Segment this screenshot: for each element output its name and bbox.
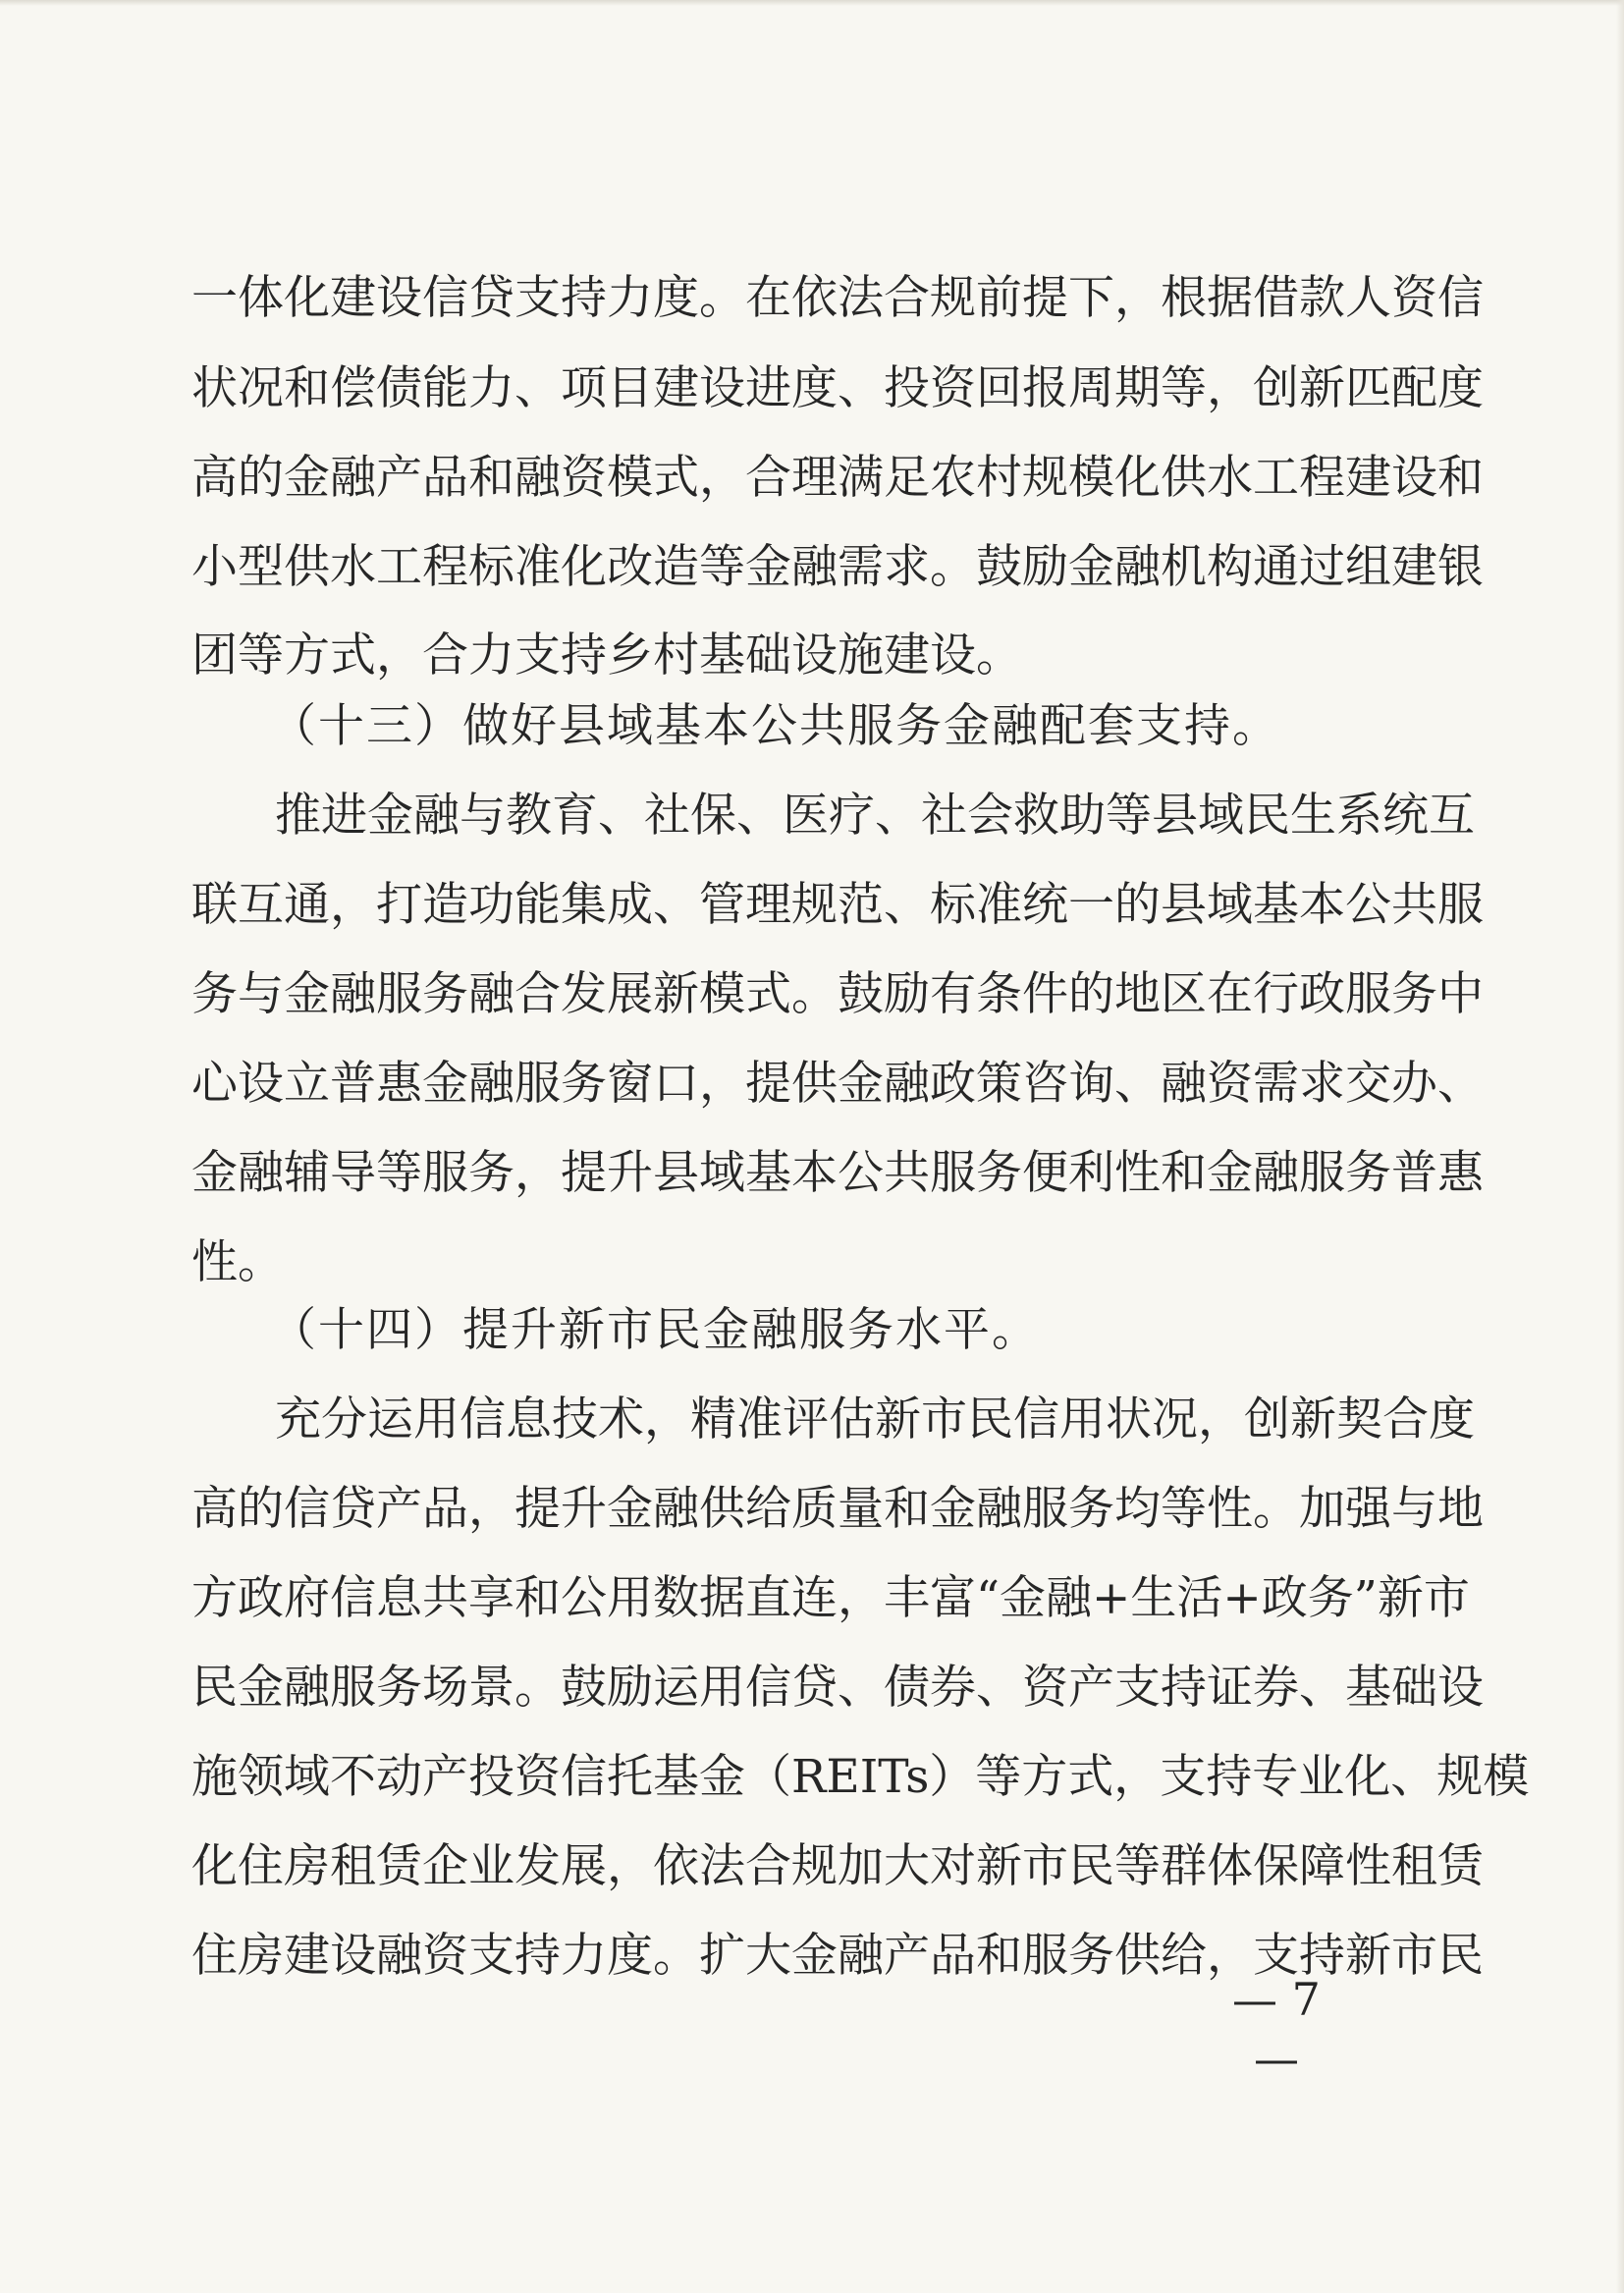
- paragraph-2-line-3: 务与金融服务融合发展新模式。鼓励有条件的地区在行政服务中: [191, 967, 1484, 1021]
- section-heading-13: （十三）做好县域基本公共服务金融配套支持。: [270, 699, 1280, 753]
- paragraph-3-line-1: 充分运用信息技术，精准评估新市民信用状况，创新契合度: [275, 1392, 1475, 1447]
- paragraph-3-line-2: 高的信贷产品，提升金融供给质量和金融服务均等性。加强与地: [191, 1482, 1484, 1536]
- paragraph-3-line-7: 住房建设融资支持力度。扩大金融产品和服务供给，支持新市民: [191, 1929, 1484, 1983]
- paragraph-2-line-6: 性。: [191, 1235, 284, 1289]
- paragraph-3-line-6: 化住房租赁企业发展，依法合规加大对新市民等群体保障性租赁: [191, 1839, 1484, 1893]
- paragraph-1-line-2: 状况和偿债能力、项目建设进度、投资回报周期等，创新匹配度: [191, 361, 1484, 415]
- paragraph-3-line-3: 方政府信息共享和公用数据直连，丰富“金融+生活+政务”新市: [191, 1571, 1470, 1625]
- paragraph-1-line-3: 高的金融产品和融资模式，合理满足农村规模化供水工程建设和: [191, 451, 1484, 505]
- paragraph-2-line-5: 金融辅导等服务，提升县域基本公共服务便利性和金融服务普惠: [191, 1146, 1484, 1200]
- paragraph-2-line-4: 心设立普惠金融服务窗口，提供金融政策咨询、融资需求交办、: [191, 1057, 1484, 1111]
- paragraph-1-line-1: 一体化建设信贷支持力度。在依法合规前提下，根据借款人资信: [191, 271, 1484, 325]
- scan-right-edge: [1616, 0, 1624, 2293]
- paragraph-1-line-5: 团等方式，合力支持乡村基础设施建设。: [191, 628, 1022, 682]
- scan-top-edge: [0, 0, 1624, 6]
- paragraph-2-line-1: 推进金融与教育、社保、医疗、社会救助等县域民生系统互: [275, 789, 1475, 843]
- page-number: — 7 —: [1232, 1973, 1321, 2085]
- section-heading-14: （十四）提升新市民金融服务水平。: [270, 1303, 1040, 1357]
- paragraph-2-line-2: 联互通，打造功能集成、管理规范、标准统一的县域基本公共服: [191, 878, 1484, 932]
- paragraph-3-line-4: 民金融服务场景。鼓励运用信贷、债券、资产支持证券、基础设: [191, 1661, 1484, 1715]
- paragraph-1-line-4: 小型供水工程标准化改造等金融需求。鼓励金融机构通过组建银: [191, 540, 1484, 594]
- paragraph-3-line-5: 施领域不动产投资信托基金（REITs）等方式，支持专业化、规模: [191, 1750, 1530, 1804]
